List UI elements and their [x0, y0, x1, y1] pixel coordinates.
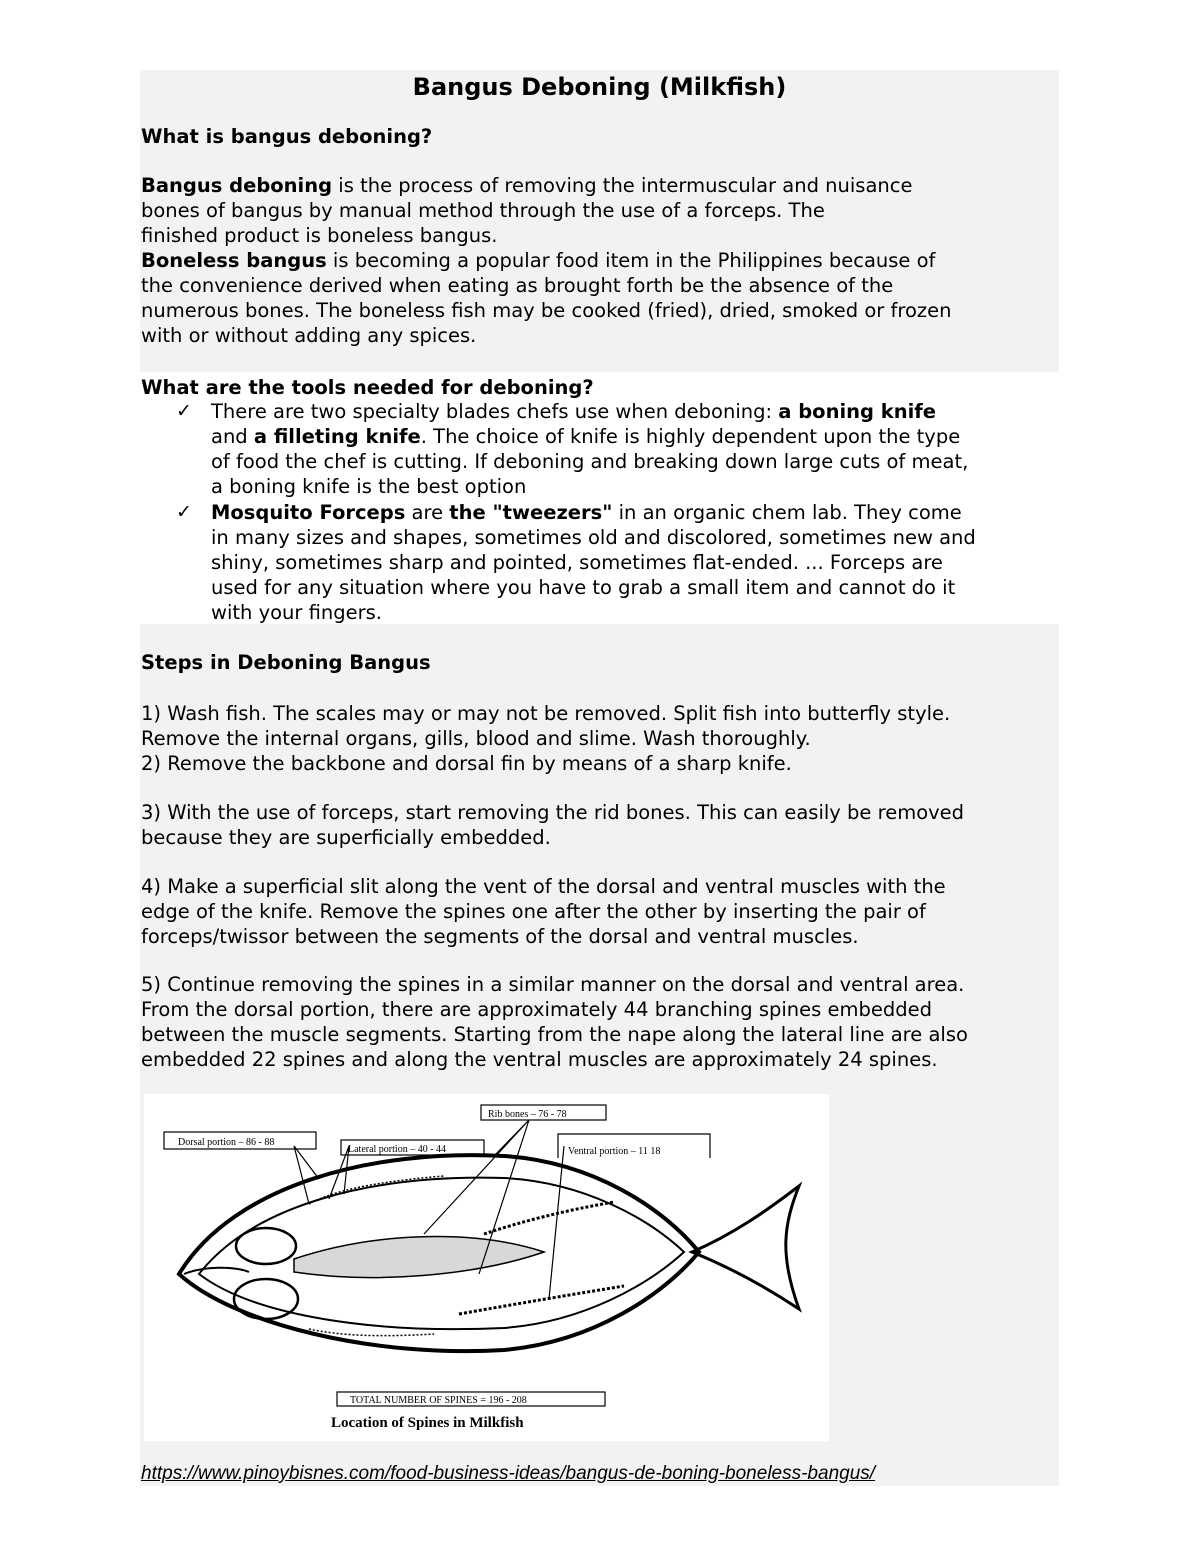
label-total: TOTAL NUMBER OF SPINES = 196 - 208: [350, 1395, 527, 1406]
step-1: 1) Wash fish. The scales may or may not be removed. Split fish into butterfly style. Remove the internal organs, gills, blood and slime. Wash thoroughly. 2) Remove the backbone and dorsal fin by means of a sharp knife.: [141, 702, 951, 775]
heading-steps: Steps in Deboning Bangus: [141, 651, 431, 674]
step-2: 2) Remove the backbone and dorsal fin by means of a sharp knife.: [141, 752, 792, 775]
page-title: Bangus Deboning (Milkfish): [412, 73, 787, 101]
pointer-dorsal: [294, 1146, 319, 1204]
label-ventral: Ventral portion – 11 18: [568, 1146, 661, 1157]
label-lateral: Lateral portion – 40 - 44: [348, 1144, 447, 1155]
fish-head-upper: [236, 1228, 296, 1264]
term-boneless-bangus: Boneless bangus: [141, 249, 327, 272]
pointer-ventral: [549, 1146, 564, 1299]
label-rib: Rib bones – 76 - 78: [488, 1109, 567, 1120]
step-3: 3) With the use of forceps, start removing the rid bones. This can easily be removed because they are superficially embedded.: [141, 801, 965, 849]
checkmark-icon: ✓: [176, 501, 192, 523]
paragraph-bangus-deboning: Bangus deboning is the process of removing the intermuscular and nuisance bones of bangus by manual method through the use of a forceps. The finished product is boneless bangus. Boneless bangus is becoming a popular food item in the Philippines because of the convenience derived when eating as brought forth be the absence of the numerous bones. The boneless fish may be cooked (fried), dried, smoked or frozen with or without adding any spices.: [141, 174, 952, 347]
upper-spine-row: [484, 1202, 614, 1234]
step-4: 4) Make a superficial slit along the vent of the dorsal and ventral muscles with the edge of the knife. Remove the spines one after the other by inserting the pair of forceps/twissor between the segments of the dorsal and ventral muscles.: [141, 875, 946, 948]
lower-spine-row: [459, 1286, 624, 1314]
label-dorsal: Dorsal portion – 86 - 88: [178, 1137, 275, 1148]
milkfish-spine-diagram: [144, 1094, 829, 1441]
fish-drawing: [144, 1094, 829, 1441]
fish-tail: [692, 1186, 799, 1309]
bullet-forceps: Mosquito Forceps are the "tweezers" in an organic chem lab. They come in many sizes and shapes, sometimes old and discolored, sometimes new and shiny, sometimes sharp and pointed, sometimes flat-ended. ... Forceps are used for any situation where you have to grab a small item and cannot do it with your fingers.: [211, 501, 976, 624]
source-link[interactable]: https://www.pinoybisnes.com/food-business-ideas/bangus-de-boning-boneless-bangus/: [141, 1463, 876, 1484]
checkmark-icon: ✓: [176, 400, 192, 422]
heading-tools-needed: What are the tools needed for deboning?: [141, 376, 594, 399]
heading-what-is-deboning: What is bangus deboning?: [141, 125, 433, 148]
fish-muscle-core: [294, 1237, 544, 1278]
figure-caption: Location of Spines in Milkfish: [331, 1415, 524, 1431]
bullet-knives: There are two specialty blades chefs use when deboning: a boning knife and a filleting knife. The choice of knife is highly dependent upon the type of food the chef is cutting. If deboning and breaking down large cuts of meat, a boning knife is the best option: [211, 400, 969, 498]
step-5: 5) Continue removing the spines in a similar manner on the dorsal and ventral area. From the dorsal portion, there are approximately 44 branching spines embedded between the muscle segments. Starting from the nape along the lateral line are also embedded 22 spines and along the ventral muscles are approximately 24 spines.: [141, 973, 968, 1071]
ventral-spine-row: [309, 1329, 434, 1336]
fish-mouth: [184, 1268, 249, 1274]
term-bangus-deboning: Bangus deboning: [141, 174, 333, 197]
